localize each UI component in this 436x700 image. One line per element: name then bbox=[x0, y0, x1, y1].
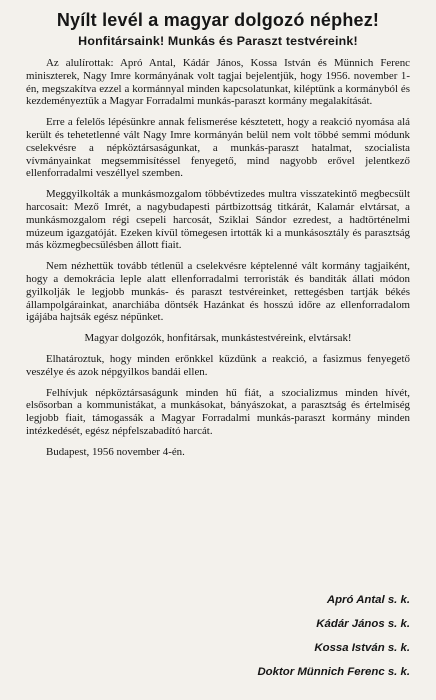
signature-apro: Apró Antal s. k. bbox=[326, 594, 410, 606]
paragraph-decision: Elhatároztuk, hogy minden erőnkkel küzdünk a reakció, a fasizmus fenyegető veszélye és azok népgyilkos bandái ellen. bbox=[26, 352, 410, 378]
paragraph-terror: Nem nézhettük tovább tétlenül a cselekvésre képtelenné vált kormány tagjaiként, hogy a demokrácia leple alatt ellenforradalmi terroristák és banditák állati módon gyilkolják le legjobb munkás- és paraszt testvéreinket, rettegésben tartják békés állampolgárainkat, anarchiába döntsék Hazánkat és hosszú időre az ellenforradalom igájába hajtsák egész népünket. bbox=[26, 260, 410, 324]
signature-block bbox=[180, 588, 410, 684]
page-title: Nyílt levél a magyar dolgozó néphez! bbox=[56, 10, 380, 30]
paragraph-reason: Erre a felelős lépésünkre annak felismerése késztetett, hogy a reakció nyomása alá került és tehetetlenné vált Nagy Imre kormányán belül nem volt többé semmi módunk cselekvésre a népköztársaságunkat, a munkás-paraszt hatalmat, szocialista vívmányainkat megsemmisítéssel fenyegető, mind nagyobb erővel jelentkező ellenforradalmi veszéllyel szemben. bbox=[26, 116, 410, 180]
paragraph-salutation: Magyar dolgozók, honfitársak, munkástestvéreink, elvtársak! bbox=[84, 332, 352, 345]
signature-kossa: Kossa István s. k. bbox=[314, 642, 410, 654]
signature-munnich: Doktor Münnich Ferenc s. k. bbox=[257, 666, 410, 678]
date-line: Budapest, 1956 november 4-én. bbox=[46, 445, 185, 458]
paragraph-murders: Meggyilkolták a munkásmozgalom többévtizedes multra visszatekintő megbecsült harcosait: Mező Imrét, a nagybudapesti pártbizottság titkárát, Kalamár elvtársat, a munkásmozgalom régi csepeli harcosát, Sziklai Sándor ezredest, a hadtörténelmi múzeum igazgatóját. Ezeken kívül tömegesen irtották ki a munkásosztály és parasztság más közmegbecsülésben állott fiait. bbox=[26, 188, 410, 252]
paragraph-announcement: Az alulírottak: Apró Antal, Kádár János, Kossa István és Münnich Ferenc miniszterek, Nagy Imre kormányának volt tagjai bejelentjük, hogy 1956. november 1-én, megszakítva ezzel a kormánnyal minden kapcsolatunkat, kiléptünk a kormányból és kezdeményeztük a Magyar Forradalmi munkás-paraszt kormány megalakítását. bbox=[26, 57, 410, 108]
paragraph-appeal: Felhívjuk népköztársaságunk minden hű fiát, a szocializmus minden hívét, elsősorban a kommunistákat, a munkásokat, bányászokat, a parasztság és értelmiség legjobb fiait, támogassák a Magyar Forradalmi munkás-paraszt kormány minden intézkedését, egész népfelszabadító harcát. bbox=[26, 386, 410, 437]
page-subtitle: Honfitársaink! Munkás és Paraszt testvéreink! bbox=[78, 34, 358, 48]
signature-kadar: Kádár János s. k. bbox=[316, 618, 410, 630]
